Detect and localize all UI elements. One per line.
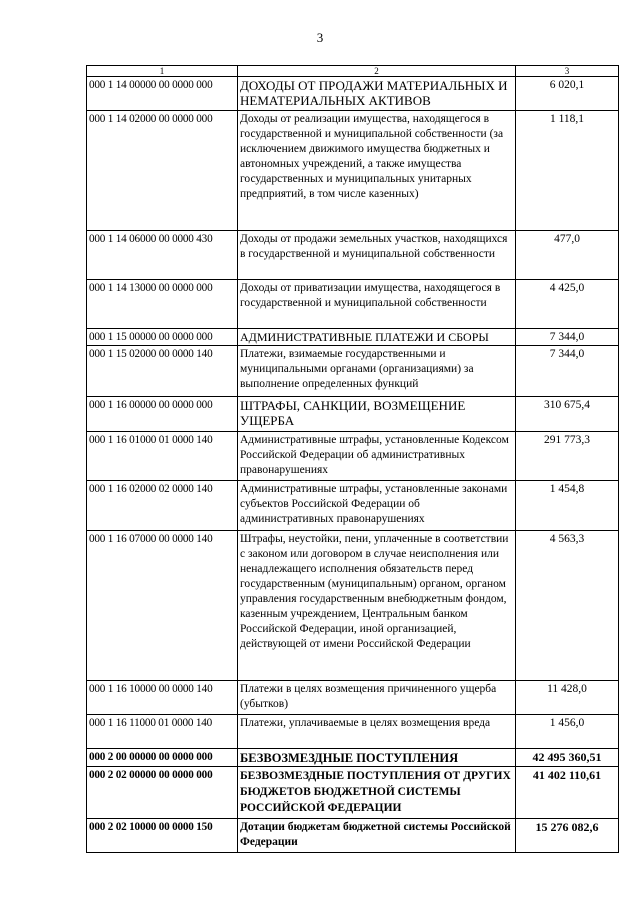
table-row — [87, 531, 619, 681]
table-row — [87, 280, 619, 329]
row-code: 000 1 16 02000 02 0000 140 — [87, 481, 238, 531]
row-name: Административные штрафы, установленные Кодексом Российской Федерации об административных правонарушениях — [238, 432, 516, 481]
table-row — [87, 767, 619, 819]
row-name: Платежи, уплачиваемые в целях возмещения вреда — [238, 715, 516, 749]
row-name: ШТРАФЫ, САНКЦИИ, ВОЗМЕЩЕНИЕ УЩЕРБА — [238, 397, 516, 432]
row-value: 6 020,1 — [516, 77, 619, 111]
table-row — [87, 397, 619, 432]
row-code: 000 1 16 10000 00 0000 140 — [87, 681, 238, 715]
row-code: 000 1 14 13000 00 0000 000 — [87, 280, 238, 329]
table-row — [87, 346, 619, 397]
row-value: 1 454,8 — [516, 481, 619, 531]
row-name: Дотации бюджетам бюджетной системы Российской Федерации — [238, 819, 516, 853]
table-row — [87, 749, 619, 767]
row-value: 15 276 082,6 — [516, 819, 619, 853]
row-value: 477,0 — [516, 231, 619, 280]
row-name: Доходы от реализации имущества, находящегося в государственной и муниципальной собственности (за исключением движимого имущества бюджетных и автономных учреждений, а также имущества государственных и муниципальных унитарных предприятий, в том числе казенных) — [238, 111, 516, 231]
header-col-2: 2 — [238, 66, 516, 77]
row-value: 1 118,1 — [516, 111, 619, 231]
page-number: 3 — [316, 30, 324, 45]
row-value: 4 563,3 — [516, 531, 619, 681]
table-row — [87, 819, 619, 853]
header-col-3: 3 — [516, 66, 619, 77]
row-code: 000 1 14 06000 00 0000 430 — [87, 231, 238, 280]
row-value: 11 428,0 — [516, 681, 619, 715]
table-row — [87, 231, 619, 280]
header-col-1: 1 — [87, 66, 238, 77]
row-value: 310 675,4 — [516, 397, 619, 432]
row-value: 42 495 360,51 — [516, 749, 619, 767]
table-row — [87, 432, 619, 481]
row-name: АДМИНИСТРАТИВНЫЕ ПЛАТЕЖИ И СБОРЫ — [238, 329, 516, 346]
table-row — [87, 481, 619, 531]
row-code: 000 2 02 10000 00 0000 150 — [87, 819, 238, 853]
row-code: 000 2 00 00000 00 0000 000 — [87, 749, 238, 767]
row-name: Штрафы, неустойки, пени, уплаченные в соответствии с законом или договором в случае неисполнения или ненадлежащего исполнения обязательств перед государственным (муниципальным) органом, органом управления государственным внебюджетным фондом, казенным учреждением, Центральным банком Российской Федерации, иной организацией, действующей от имени Российской Федерации — [238, 531, 516, 681]
table-row — [87, 681, 619, 715]
table-row — [87, 715, 619, 749]
row-value: 1 456,0 — [516, 715, 619, 749]
row-code: 000 1 16 01000 01 0000 140 — [87, 432, 238, 481]
row-code: 000 1 15 02000 00 0000 140 — [87, 346, 238, 397]
row-code: 000 1 16 11000 01 0000 140 — [87, 715, 238, 749]
table-row — [87, 77, 619, 111]
row-name: Платежи в целях возмещения причиненного ущерба (убытков) — [238, 681, 516, 715]
row-name: ДОХОДЫ ОТ ПРОДАЖИ МАТЕРИАЛЬНЫХ И НЕМАТЕРИАЛЬНЫХ АКТИВОВ — [238, 77, 516, 111]
row-name: БЕЗВОЗМЕЗДНЫЕ ПОСТУПЛЕНИЯ ОТ ДРУГИХ БЮДЖЕТОВ БЮДЖЕТНОЙ СИСТЕМЫ РОССИЙСКОЙ ФЕДЕРАЦИИ — [238, 767, 516, 819]
row-code: 000 1 14 00000 00 0000 000 — [87, 77, 238, 111]
row-value: 7 344,0 — [516, 346, 619, 397]
row-value: 4 425,0 — [516, 280, 619, 329]
row-code: 000 1 14 02000 00 0000 000 — [87, 111, 238, 231]
row-name: Платежи, взимаемые государственными и муниципальными органами (организациями) за выполнение определенных функций — [238, 346, 516, 397]
table-row — [87, 329, 619, 346]
row-name: Доходы от приватизации имущества, находящегося в государственной и муниципальной собственности — [238, 280, 516, 329]
row-value: 7 344,0 — [516, 329, 619, 346]
row-value: 291 773,3 — [516, 432, 619, 481]
row-code: 000 1 15 00000 00 0000 000 — [87, 329, 238, 346]
row-code: 000 1 16 00000 00 0000 000 — [87, 397, 238, 432]
header-row — [87, 66, 619, 77]
row-name: БЕЗВОЗМЕЗДНЫЕ ПОСТУПЛЕНИЯ — [238, 749, 516, 767]
row-name: Административные штрафы, установленные законами субъектов Российской Федерации об административных правонарушениях — [238, 481, 516, 531]
table-row — [87, 111, 619, 231]
row-code: 000 1 16 07000 00 0000 140 — [87, 531, 238, 681]
revenue-table — [86, 65, 619, 853]
row-code: 000 2 02 00000 00 0000 000 — [87, 767, 238, 819]
row-name: Доходы от продажи земельных участков, находящихся в государственной и муниципальной собственности — [238, 231, 516, 280]
row-value: 41 402 110,61 — [516, 767, 619, 819]
